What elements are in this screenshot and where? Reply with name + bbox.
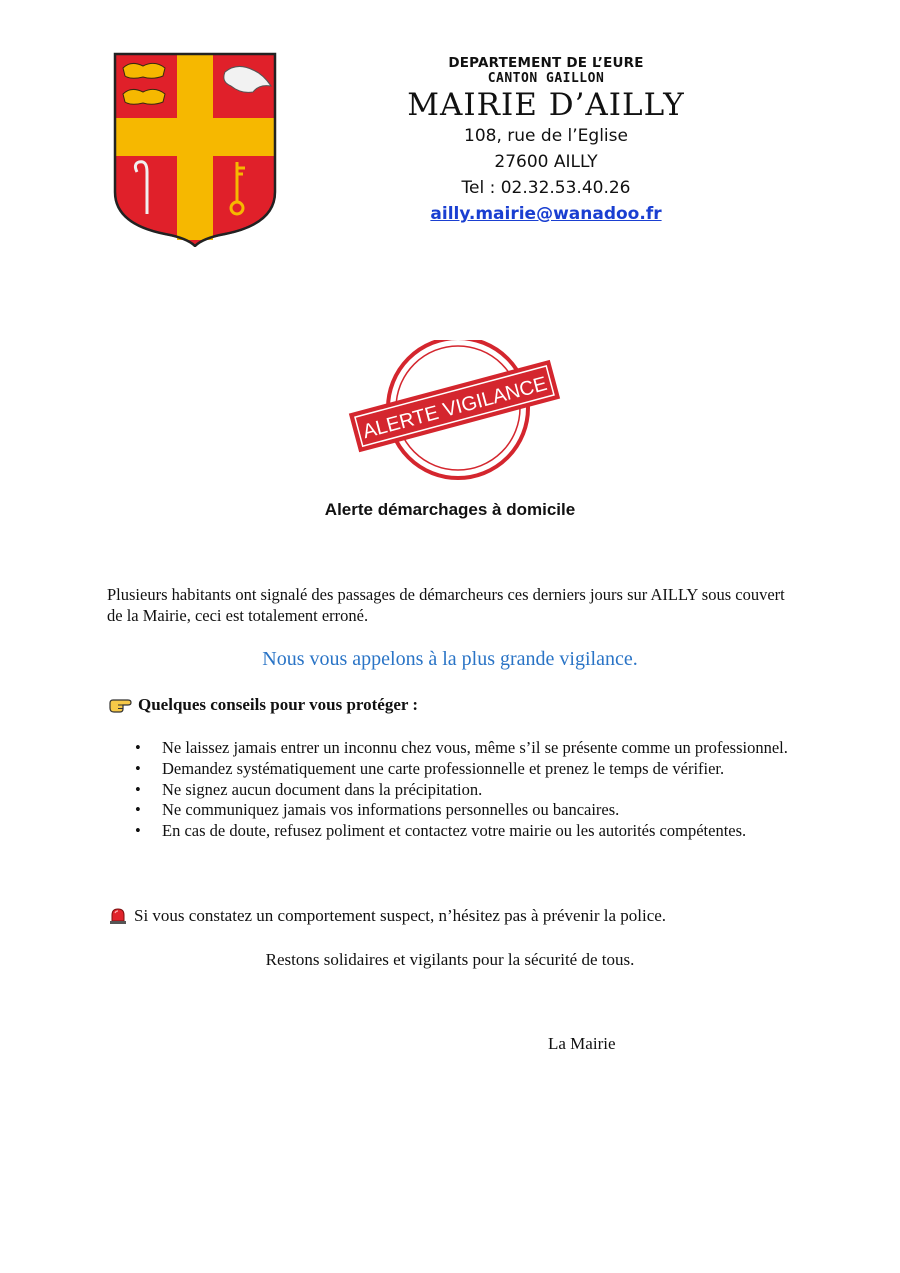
notice-intro: Plusieurs habitants ont signalé des passages de démarcheurs ces derniers jours sur AILLY sous couvert de la Mairie, ceci est totalement erroné. bbox=[107, 585, 785, 625]
department-line: DEPARTEMENT DE L’EURE bbox=[448, 55, 644, 71]
list-item: • En cas de doute, refusez poliment et contactez votre mairie ou les autorités compétentes. bbox=[135, 821, 747, 841]
tips-heading-text: Quelques conseils pour vous protéger : bbox=[138, 695, 419, 714]
email-link[interactable]: ailly.mairie@wanadoo.fr bbox=[430, 204, 662, 224]
canton-line: CANTON GAILLON bbox=[487, 71, 605, 86]
list-item: • Ne laissez jamais entrer un inconnu chez vous, même s’il se présente comme un professionnel. bbox=[135, 738, 788, 757]
closing-line: Restons solidaires et vigilants pour la sécurité de tous. bbox=[265, 950, 635, 969]
police-note bbox=[108, 906, 666, 926]
police-note-text: Si vous constatez un comportement suspect, n’hésitez pas à prévenir la police. bbox=[134, 906, 667, 925]
tips-list bbox=[108, 738, 798, 842]
coat-of-arms-icon bbox=[113, 52, 277, 247]
signature: La Mairie bbox=[548, 1034, 616, 1053]
tips-heading bbox=[108, 695, 418, 715]
address-street: 108, rue de l’Eglise bbox=[464, 126, 628, 146]
siren-icon bbox=[108, 907, 128, 925]
notice-subject: Alerte démarchages à domicile bbox=[324, 500, 576, 519]
letterhead bbox=[395, 55, 697, 227]
list-item: • Ne communiquez jamais vos informations personnelles ou bancaires. bbox=[135, 800, 620, 820]
alert-stamp bbox=[345, 340, 565, 480]
list-item: • Demandez systématiquement une carte professionnelle et prenez le temps de vérifier. bbox=[135, 758, 725, 778]
page-title: MAIRIE D’AILLY bbox=[407, 87, 685, 123]
pointing-hand-icon bbox=[108, 696, 132, 714]
stamp-text: ALERTE VIGILANCE bbox=[360, 372, 550, 444]
vigilance-appeal: Nous vous appelons à la plus grande vigilance. bbox=[262, 648, 638, 670]
list-item: • Ne signez aucun document dans la précipitation. bbox=[135, 779, 483, 799]
phone-number: Tel : 02.32.53.40.26 bbox=[461, 178, 631, 198]
address-city: 27600 AILLY bbox=[494, 152, 598, 172]
